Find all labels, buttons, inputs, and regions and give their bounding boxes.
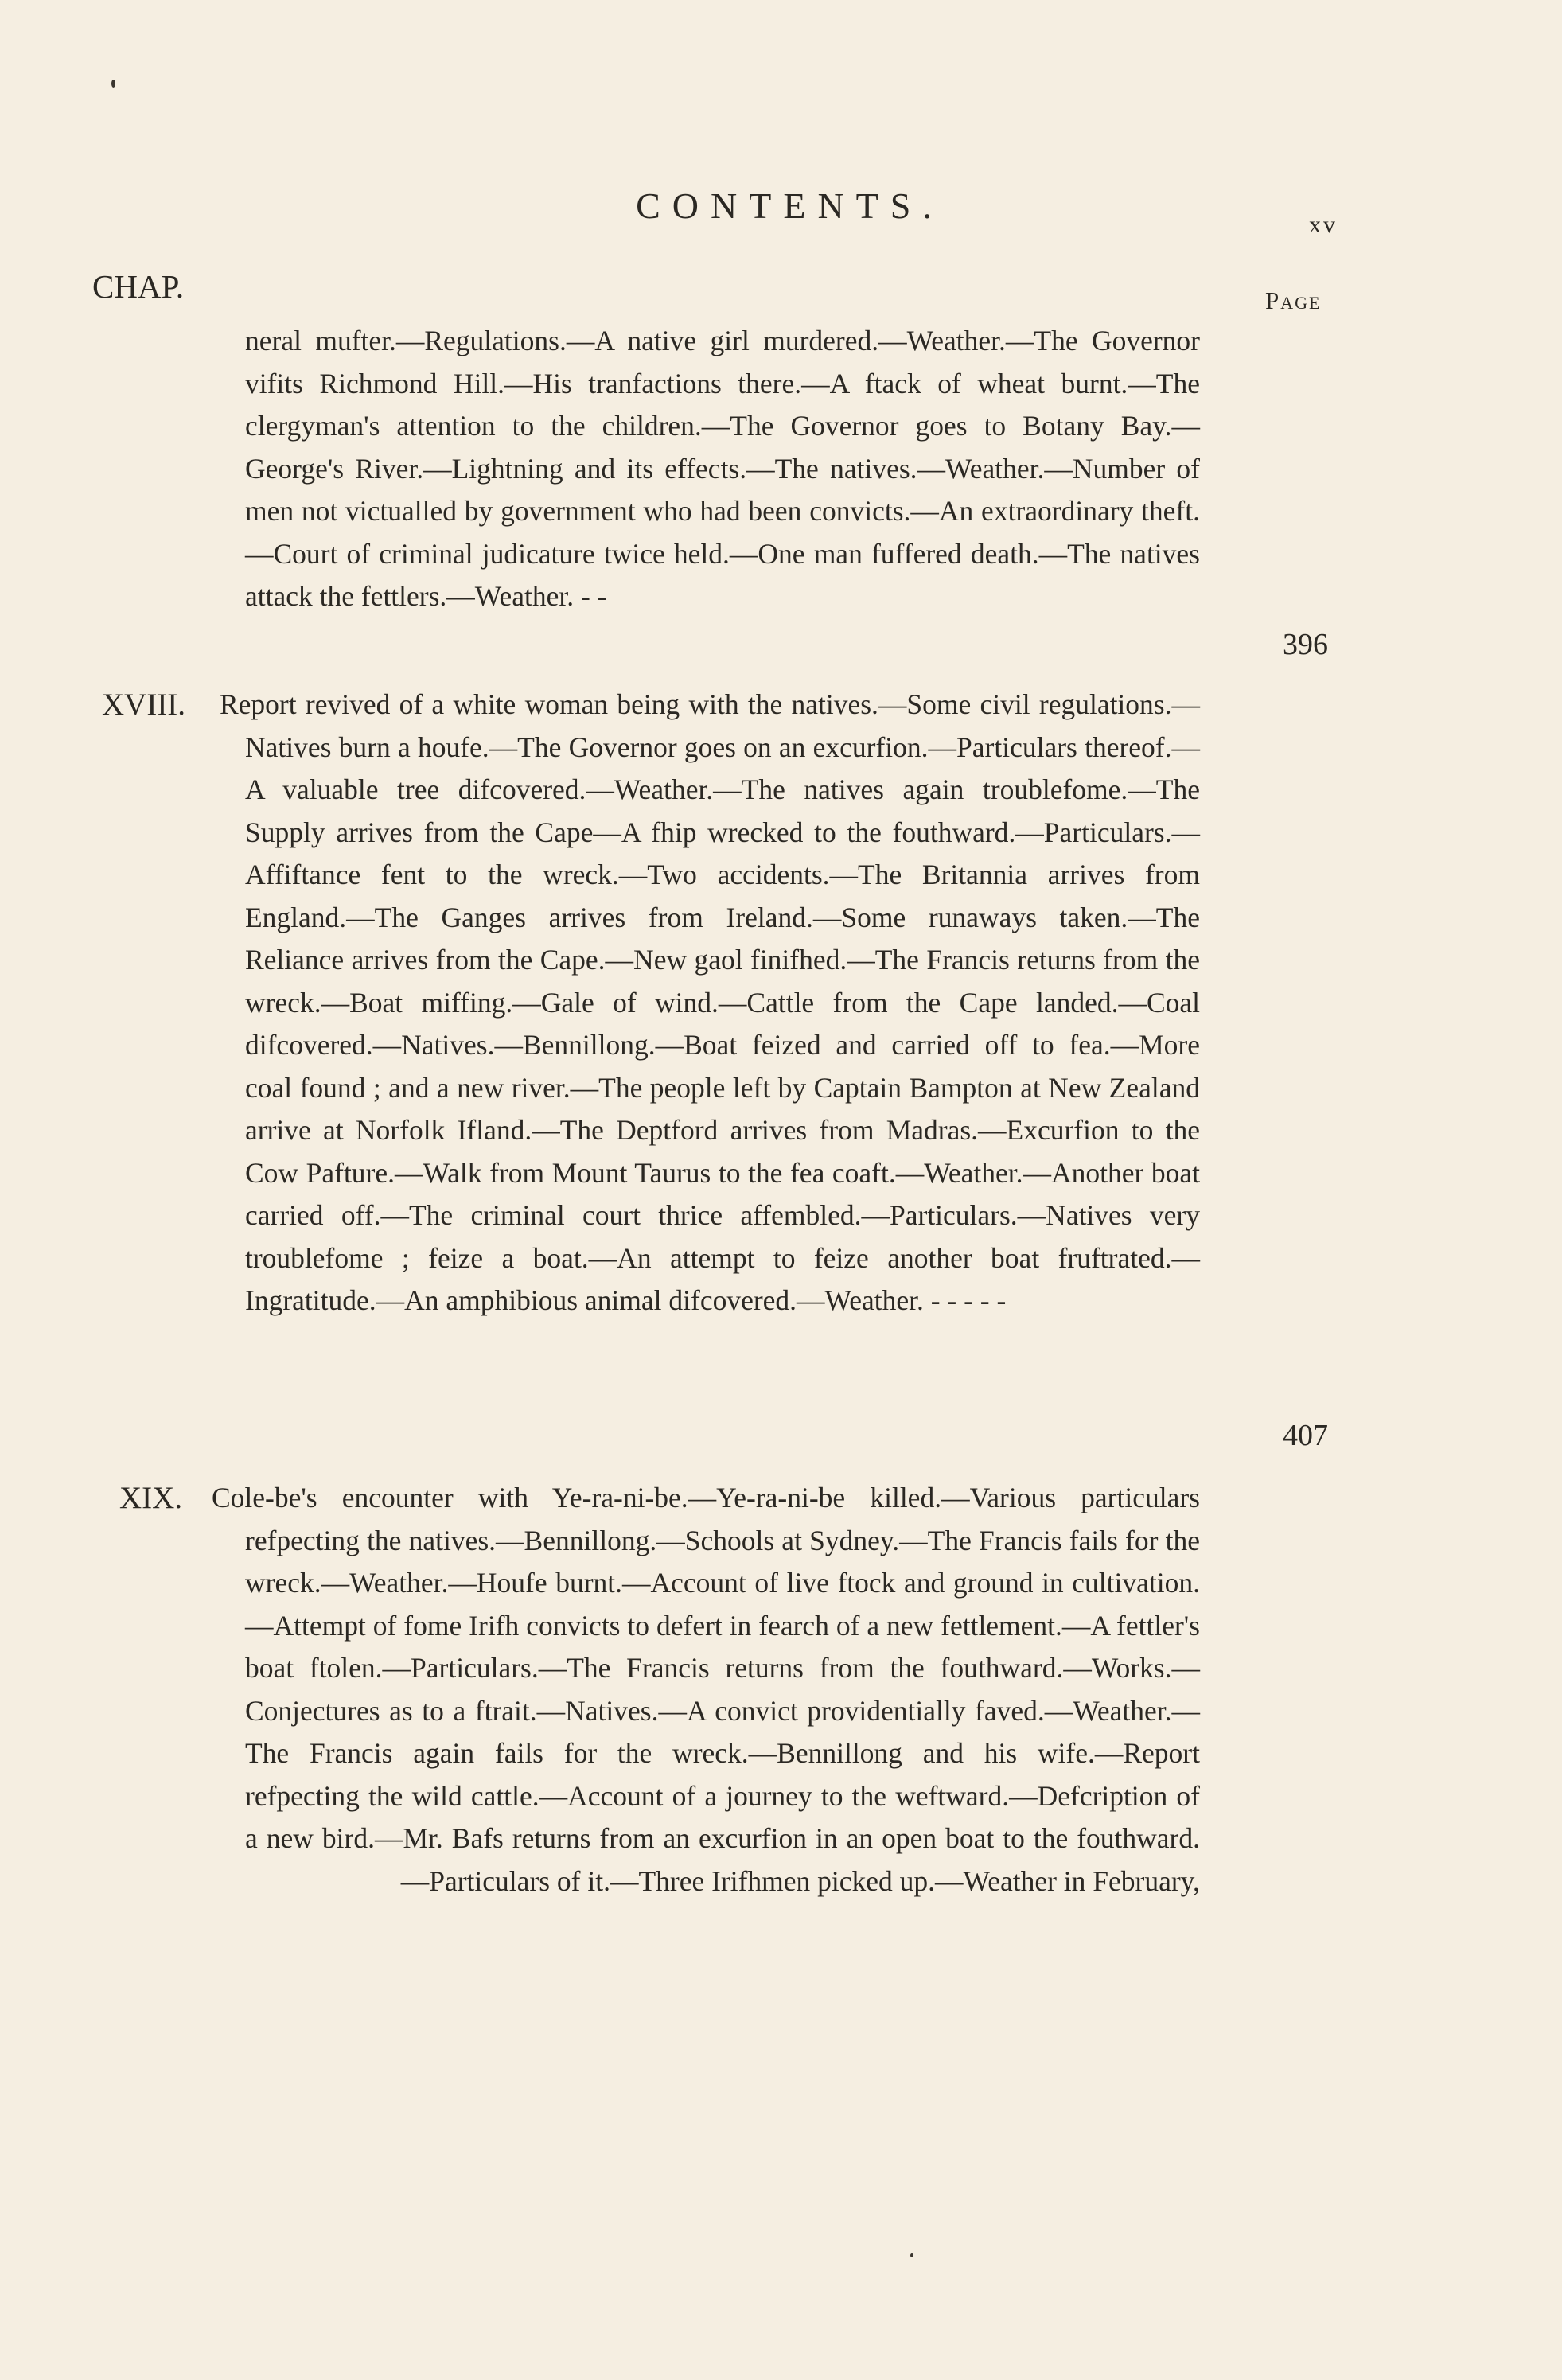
ink-speck	[111, 80, 115, 88]
chapter-number: XIX.	[119, 1481, 183, 1515]
chapter-number: XVIII.	[102, 688, 186, 722]
chap-column-heading: CHAP.	[92, 268, 185, 305]
chapter-summary: Report revived of a white woman being with the natives.—Some civil regulations.—Natives burn a houfe.—The Governor goes on an excurfion.—Particulars thereof.—A valuable tree difcovered.—Weather.—The natives again troublefome.—The Supply arrives from the Cape—A fhip wrecked to the fouthward.—Particulars.—Affiftance fent to the wreck.—Two accidents.—The Britannia arrives from England.—The Ganges arrives from Ireland.—Some runaways taken.—The Reliance arrives from the Cape.—New gaol finifhed.—The Francis returns from the wreck.—Boat miffing.—Gale of wind.—Cattle from the Cape landed.—Coal difcovered.—Natives.—Bennillong.—Boat feized and carried off to fea.—More coal found ; and a new river.—The people left by Captain Bampton at New Zealand arrive at Norfolk Ifland.—The Deptford arrives from Madras.—Excurfion to the Cow Pafture.—Walk from Mount Taurus to the fea coaft.—Weather.—Another boat carried off.—The criminal court thrice affembled.—Particulars.—Natives very troublefome ; feize a boat.—An attempt to feize another boat fruftrated.—Ingratitude.—An amphibious animal difcovered.—Weather. - - - - -	[220, 688, 1200, 1316]
page-title: CONTENTS.	[636, 185, 944, 226]
folio-number: xv	[1309, 212, 1338, 238]
chapter-summary: Cole-be's encounter with Ye-ra-ni-be.—Ye-ra-ni-be killed.—Various particulars refpecting the natives.—Bennillong.—Schools at Sydney.—The Francis fails for the wreck.—Weather.—Houfe burnt.—Account of live ftock and ground in cultivation.—Attempt of fome Irifh convicts to defert in fearch of a new fettlement.—A fettler's boat ftolen.—Particulars.—The Francis returns from the fouthward.—Works.—Conjectures as to a ftrait.—Natives.—A convict providentially faved.—Weather.—The Francis again fails for the wreck.—Bennillong and his wife.—Report refpecting the wild cattle.—Account of a journey to the weftward.—Defcription of a new bird.—Mr. Bafs returns from an excurfion in an open boat to the fouthward.—Particulars of it.—Three Irifhmen picked up.—Weather in February,	[212, 1482, 1200, 1897]
chapter-summary: neral mufter.—Regulations.—A native girl murdered.—Weather.—The Governor vifits Richmond Hill.—His tranfactions there.—A ftack of wheat burnt.—The clergyman's attention to the children.—The Governor goes to Botany Bay.—George's River.—Lightning and its effects.—The natives.—Weather.—Number of men not victualled by government who had been convicts.—An extraordinary theft.—Court of criminal judicature twice held.—One man fuffered death.—The natives attack the fettlers.—Weather. - -	[245, 325, 1200, 612]
chapter-page-number: 396	[1283, 628, 1328, 661]
page-column-heading: Page	[1265, 286, 1322, 314]
ink-speck	[910, 2253, 913, 2257]
chapter-page-number: 407	[1283, 1419, 1328, 1452]
